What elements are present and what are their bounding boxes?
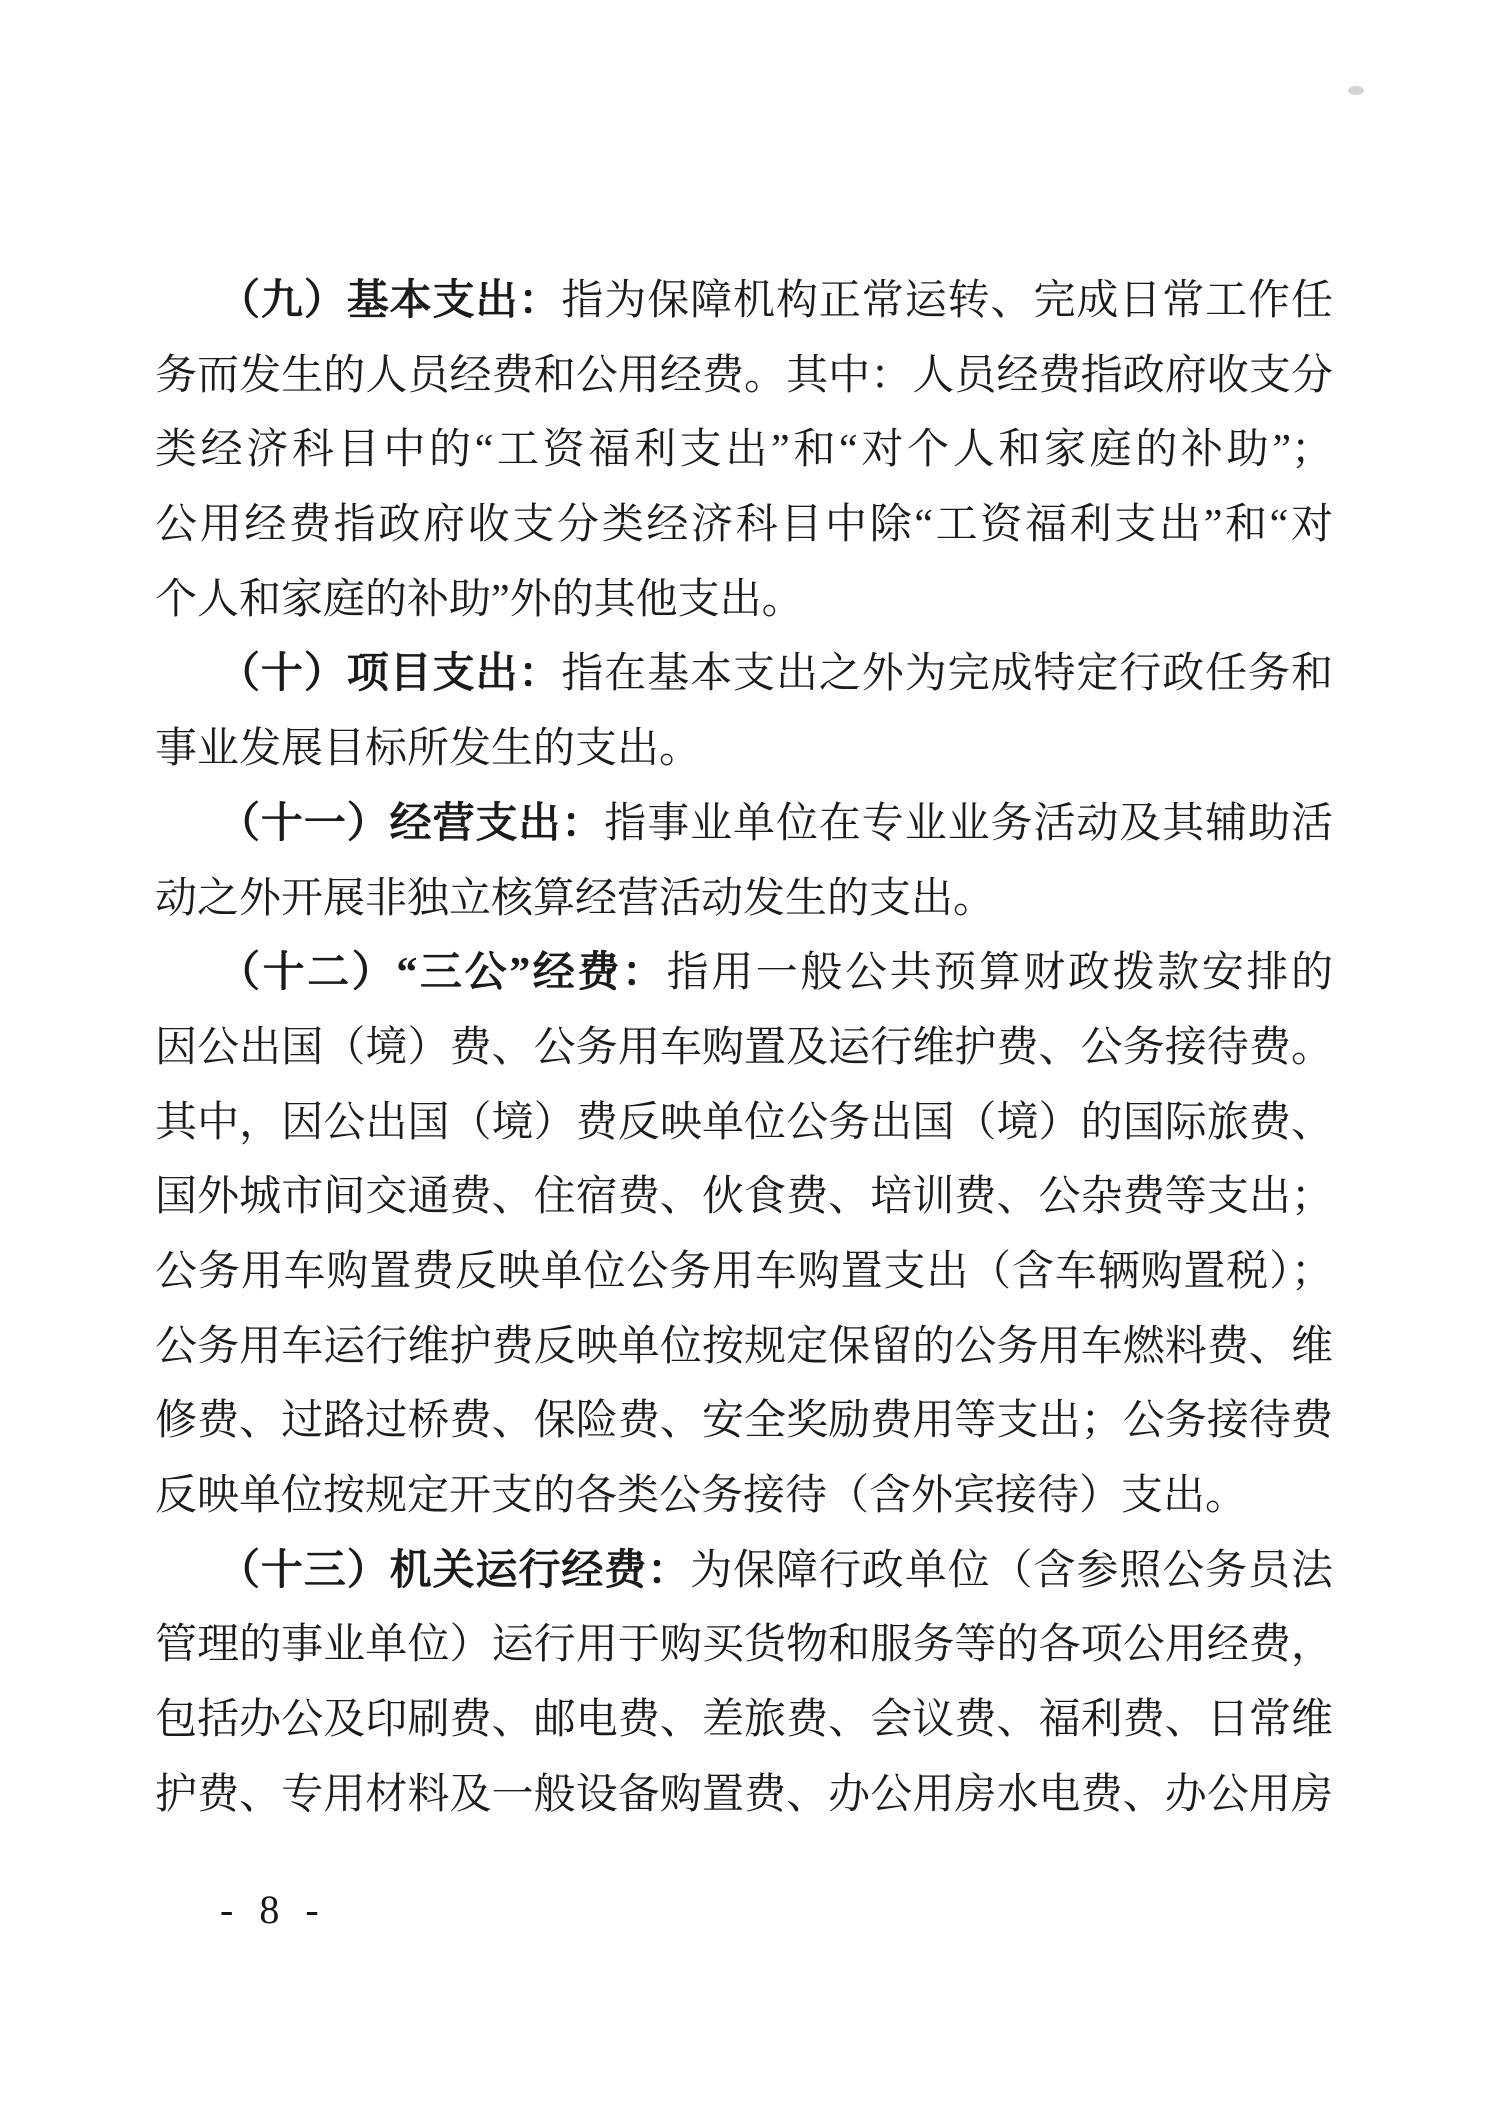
line-text: 反映单位按规定开支的各类公务接待（含外宾接待）支出。 — [155, 1473, 1248, 1519]
paragraph-line — [155, 1011, 1333, 1086]
term-label: （十）项目支出： — [218, 651, 562, 698]
scan-artifact — [1348, 86, 1364, 95]
paragraph-line — [155, 1534, 1333, 1609]
paragraph-line — [155, 862, 1333, 937]
paragraph-line — [155, 563, 1333, 638]
line-text: 指事业单位在专业业务活动及其辅助活 — [604, 800, 1333, 847]
line-text: 动之外开展非独立核算经营活动发生的支出。 — [155, 875, 996, 922]
paragraph-line — [155, 1235, 1333, 1310]
paragraph-line — [155, 1683, 1333, 1758]
term-label: （十二）“三公”经费： — [218, 950, 667, 997]
line-text: 管理的事业单位）运行用于购买货物和服务等的各项公用经费， — [155, 1622, 1333, 1669]
term-label: （九）基本支出： — [218, 278, 562, 324]
line-text: 包括办公及印刷费、邮电费、差旅费、会议费、福利费、日常维 — [155, 1697, 1333, 1744]
page-number: - 8 - — [220, 1887, 327, 1932]
paragraph-line — [155, 637, 1333, 712]
line-text: 其中，因公出国（境）费反映单位公务出国（境）的国际旅费、 — [155, 1099, 1333, 1146]
paragraph-line — [155, 1160, 1333, 1235]
paragraph-line — [155, 936, 1333, 1011]
line-text: 事业发展目标所发生的支出。 — [155, 726, 702, 773]
term-label: （十一）经营支出： — [218, 800, 605, 847]
paragraph-line — [155, 488, 1333, 563]
line-text: 个人和家庭的补助”外的其他支出。 — [155, 576, 804, 623]
line-text: 指为保障机构正常运转、完成日常工作任 — [561, 278, 1333, 324]
paragraph-line — [155, 1608, 1333, 1683]
paragraph-line — [155, 787, 1333, 862]
line-text: 护费、专用材料及一般设备购置费、办公用房水电费、办公用房 — [155, 1771, 1333, 1818]
paragraph-line — [155, 712, 1333, 787]
line-text: 务而发生的人员经费和公用经费。其中：人员经费指政府收支分 — [155, 352, 1333, 399]
line-text: 指在基本支出之外为完成特定行政任务和 — [561, 651, 1333, 698]
line-text: 公务用车购置费反映单位公务用车购置支出（含车辆购置税）； — [155, 1248, 1333, 1295]
paragraph-line — [155, 1459, 1333, 1534]
line-text: 类经济科目中的“工资福利支出”和“对个人和家庭的补助”； — [155, 427, 1333, 474]
line-text: 因公出国（境）费、公务用车购置及运行维护费、公务接待费。 — [155, 1024, 1333, 1071]
paragraph-line — [155, 339, 1333, 414]
line-text: 公务用车运行维护费反映单位按规定保留的公务用车燃料费、维 — [155, 1323, 1333, 1370]
paragraph-line — [155, 413, 1333, 488]
paragraph-line — [155, 1310, 1333, 1385]
document-body — [155, 264, 1333, 1832]
line-text: 公用经费指政府收支分类经济科目中除“工资福利支出”和“对 — [155, 502, 1333, 549]
term-label: （十三）机关运行经费： — [218, 1547, 691, 1594]
line-text: 指用一般公共预算财政拨款安排的 — [666, 950, 1333, 997]
line-text: 为保障行政单位（含参照公务员法 — [690, 1547, 1333, 1594]
line-text: 修费、过路过桥费、保险费、安全奖励费用等支出；公务接待费 — [155, 1398, 1333, 1445]
paragraph-line — [155, 1086, 1333, 1161]
paragraph-line — [155, 264, 1333, 339]
paragraph-line — [155, 1384, 1333, 1459]
line-text: 国外城市间交通费、住宿费、伙食费、培训费、公杂费等支出； — [155, 1174, 1333, 1221]
paragraph-line — [155, 1758, 1333, 1833]
